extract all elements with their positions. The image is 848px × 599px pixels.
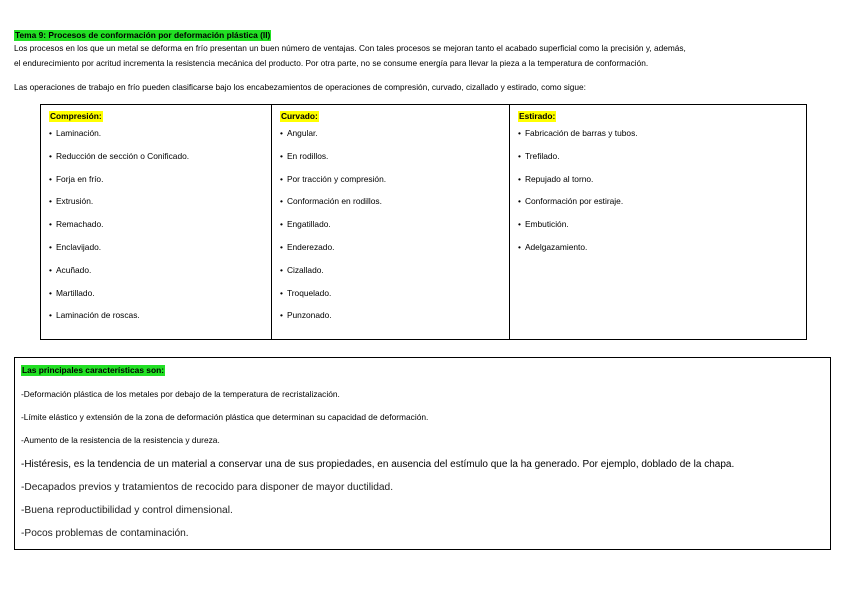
list-item: • Angular.	[280, 128, 509, 151]
list-item: -Aumento de la resistencia de la resistencia y dureza.	[21, 435, 220, 446]
operations-table	[40, 104, 807, 340]
column-estirado	[510, 105, 807, 340]
characteristics-list	[21, 387, 734, 551]
list-item: • Laminación de roscas.	[49, 310, 271, 333]
list-item: • Extrusión.	[49, 196, 271, 219]
list-item: • Forja en frío.	[49, 174, 271, 197]
list-item: • Conformación por estiraje.	[518, 196, 806, 219]
characteristics-box	[14, 357, 831, 550]
list-item: • Punzonado.	[280, 310, 509, 333]
list-item: -Buena reproductibilidad y control dimensional.	[21, 504, 233, 516]
list-item: • Embutición.	[518, 219, 806, 242]
list-item: • Por tracción y compresión.	[280, 174, 509, 197]
column-curvado	[272, 105, 510, 340]
list-item: • Enclavijado.	[49, 242, 271, 265]
intro-line-1: Los procesos en los que un metal se deforma en frío presentan un buen número de ventajas. Con tales procesos se mejoran tanto el acabado superficial como la precisión y, además,	[14, 43, 686, 53]
list-item: -Pocos problemas de contaminación.	[21, 528, 189, 540]
list-item: • Conformación en rodillos.	[280, 196, 509, 219]
list-item: • Troquelado.	[280, 288, 509, 311]
list-item: • Cizallado.	[280, 265, 509, 288]
list-item: • Trefilado.	[518, 151, 806, 174]
list-item: • Enderezado.	[280, 242, 509, 265]
list-item: • Acuñado.	[49, 265, 271, 288]
list-item: • Reducción de sección o Conificado.	[49, 151, 271, 174]
characteristics-heading: Las principales características son:	[22, 365, 164, 375]
page-title: Tema 9: Procesos de conformación por deformación plástica (II)	[15, 30, 271, 40]
list-item: -Decapados previos y tratamientos de recocido para disponer de mayor ductilidad.	[21, 481, 394, 493]
list-item: -Límite elástico y extensión de la zona de deformación plástica que determinan su capacidad de deformación.	[21, 412, 429, 423]
list-item: • Remachado.	[49, 219, 271, 242]
list-item: -Histéresis, es la tendencia de un material a conservar una de sus propiedades, en ausencia del estímulo que la ha generado. Por ejemplo, doblado de la chapa.	[21, 458, 735, 470]
intro-paragraph	[14, 41, 686, 71]
column-compresion	[41, 105, 272, 340]
list-item: • Fabricación de barras y tubos.	[518, 128, 806, 151]
list-item: • Adelgazamiento.	[518, 242, 806, 265]
list-item: • Laminación.	[49, 128, 271, 151]
column-heading: Estirado:	[519, 111, 556, 121]
list-item: -Deformación plástica de los metales por debajo de la temperatura de recristalización.	[21, 389, 340, 399]
column-heading: Curvado:	[281, 111, 318, 121]
list-item: • Engatillado.	[280, 219, 509, 242]
list-item: • Repujado al torno.	[518, 174, 806, 197]
intro-line-2: el endurecimiento por acritud incrementa la resistencia mecánica del producto. Por otra parte, no se consume energía para llevar la pieza a la temperatura de conformación.	[14, 58, 649, 68]
classification-paragraph: Las operaciones de trabajo en frío pueden clasificarse bajo los encabezamientos de operaciones de compresión, curvado, cizallado y estirado, como sigue:	[14, 82, 586, 92]
list-item: • En rodillos.	[280, 151, 509, 174]
column-heading: Compresión:	[50, 111, 102, 121]
list-item: • Martillado.	[49, 288, 271, 311]
